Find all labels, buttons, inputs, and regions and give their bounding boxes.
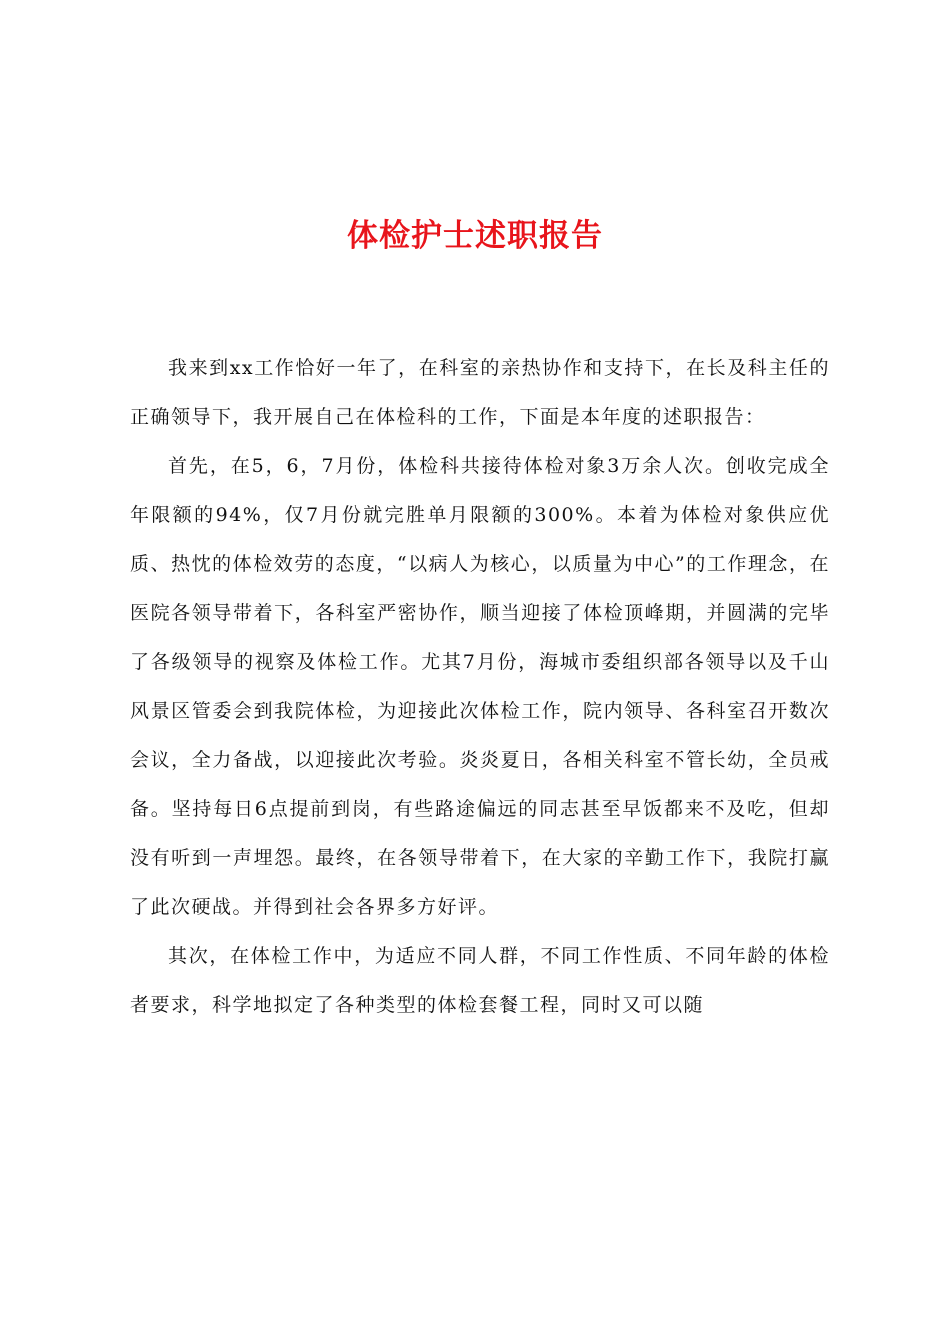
- paragraph-intro: 我来到xx工作恰好一年了，在科室的亲热协作和支持下，在长及科主任的正确领导下，我开展自己在体检科的工作，下面是本年度的述职报告：: [130, 357, 830, 428]
- paragraph-first: 首先，在5，6，7月份，体检科共接待体检对象3万余人次。创收完成全年限额的94%，仅7月份就完胜单月限额的300%。本着为体检对象供应优质、热忱的体检效劳的态度，“以病人为核心，以质量为中心”的工作理念，在医院各领导带着下，各科室严密协作，顺当迎接了体检顶峰期，并圆满的完毕了各级领导的视察及体检工作。尤其7月份，海城市委组织部各领导以及千山风景区管委会到我院体检，为迎接此次体检工作，院内领导、各科室召开数次会议，全力备战，以迎接此次考验。炎炎夏日，各相关科室不管长幼，全员戒备。坚持每日6点提前到岗，有些路途偏远的同志甚至早饭都来不及吃，但却没有听到一声埋怨。最终，在各领导带着下，在大家的辛勤工作下，我院打赢了此次硬战。并得到社会各界多方好评。: [130, 455, 830, 918]
- document-title: 体检护士述职报告: [347, 218, 603, 254]
- paragraph-second: 其次，在体检工作中，为适应不同人群，不同工作性质、不同年龄的体检者要求，科学地拟定了各种类型的体检套餐工程，同时又可以随: [130, 945, 830, 1016]
- document-body: [130, 344, 830, 1030]
